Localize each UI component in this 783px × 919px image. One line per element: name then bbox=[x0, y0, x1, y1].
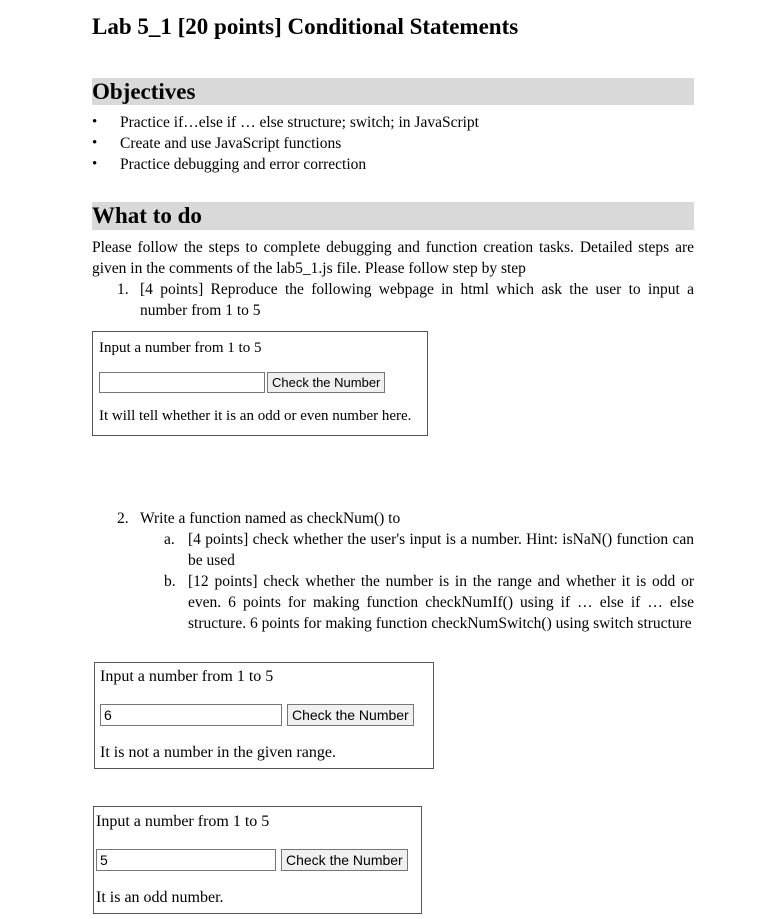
objectives-heading: Objectives bbox=[92, 78, 694, 105]
step-2-text: Write a function named as checkNum() to bbox=[140, 510, 401, 527]
result-text: It is not a number in the given range. bbox=[100, 744, 336, 761]
step-1-number: 1. bbox=[117, 281, 129, 298]
step-2b-text: [12 points] check whether the number is in the range and whether it is odd or even. 6 points for making function checkNumIf() using if … else if … else structure. 6 points for making function checkNumSwitch() using switch structure bbox=[188, 573, 694, 632]
prompt-label: Input a number from 1 to 5 bbox=[96, 813, 270, 830]
step-1-text: [4 points] Reproduce the following webpage in html which ask the user to input a number from 1 to 5 bbox=[140, 281, 694, 319]
what-to-do-heading: What to do bbox=[92, 202, 694, 230]
demo-form-empty bbox=[92, 331, 428, 436]
result-text: It is an odd number. bbox=[96, 889, 224, 906]
check-number-button[interactable]: Check the Number bbox=[281, 849, 408, 871]
intro-paragraph: Please follow the steps to complete debugging and function creation tasks. Detailed steps are given in the comments of the lab5_1.js file. Please follow step by step bbox=[92, 239, 694, 277]
list-item: • Practice debugging and error correction bbox=[92, 154, 479, 175]
result-text: It will tell whether it is an odd or even number here. bbox=[99, 408, 412, 424]
number-input[interactable] bbox=[96, 849, 276, 871]
page-title: Lab 5_1 [20 points] Conditional Statements bbox=[92, 14, 519, 39]
step-2a-letter: a. bbox=[164, 531, 175, 548]
objectives-list bbox=[92, 112, 479, 175]
step-2-number: 2. bbox=[117, 510, 129, 527]
number-input[interactable] bbox=[100, 704, 282, 726]
number-input[interactable] bbox=[99, 372, 265, 393]
check-number-button[interactable]: Check the Number bbox=[287, 704, 414, 726]
step-2a-text: [4 points] check whether the user's input is a number. Hint: isNaN() function can be used bbox=[188, 531, 694, 569]
demo-form-out-of-range bbox=[94, 662, 434, 769]
step-2b-letter: b. bbox=[164, 573, 176, 590]
check-number-button[interactable]: Check the Number bbox=[267, 372, 385, 393]
list-item: • Practice if…else if … else structure; switch; in JavaScript bbox=[92, 112, 479, 133]
demo-form-odd bbox=[93, 806, 422, 914]
prompt-label: Input a number from 1 to 5 bbox=[99, 340, 262, 356]
prompt-label: Input a number from 1 to 5 bbox=[100, 668, 274, 685]
list-item: • Create and use JavaScript functions bbox=[92, 133, 479, 154]
